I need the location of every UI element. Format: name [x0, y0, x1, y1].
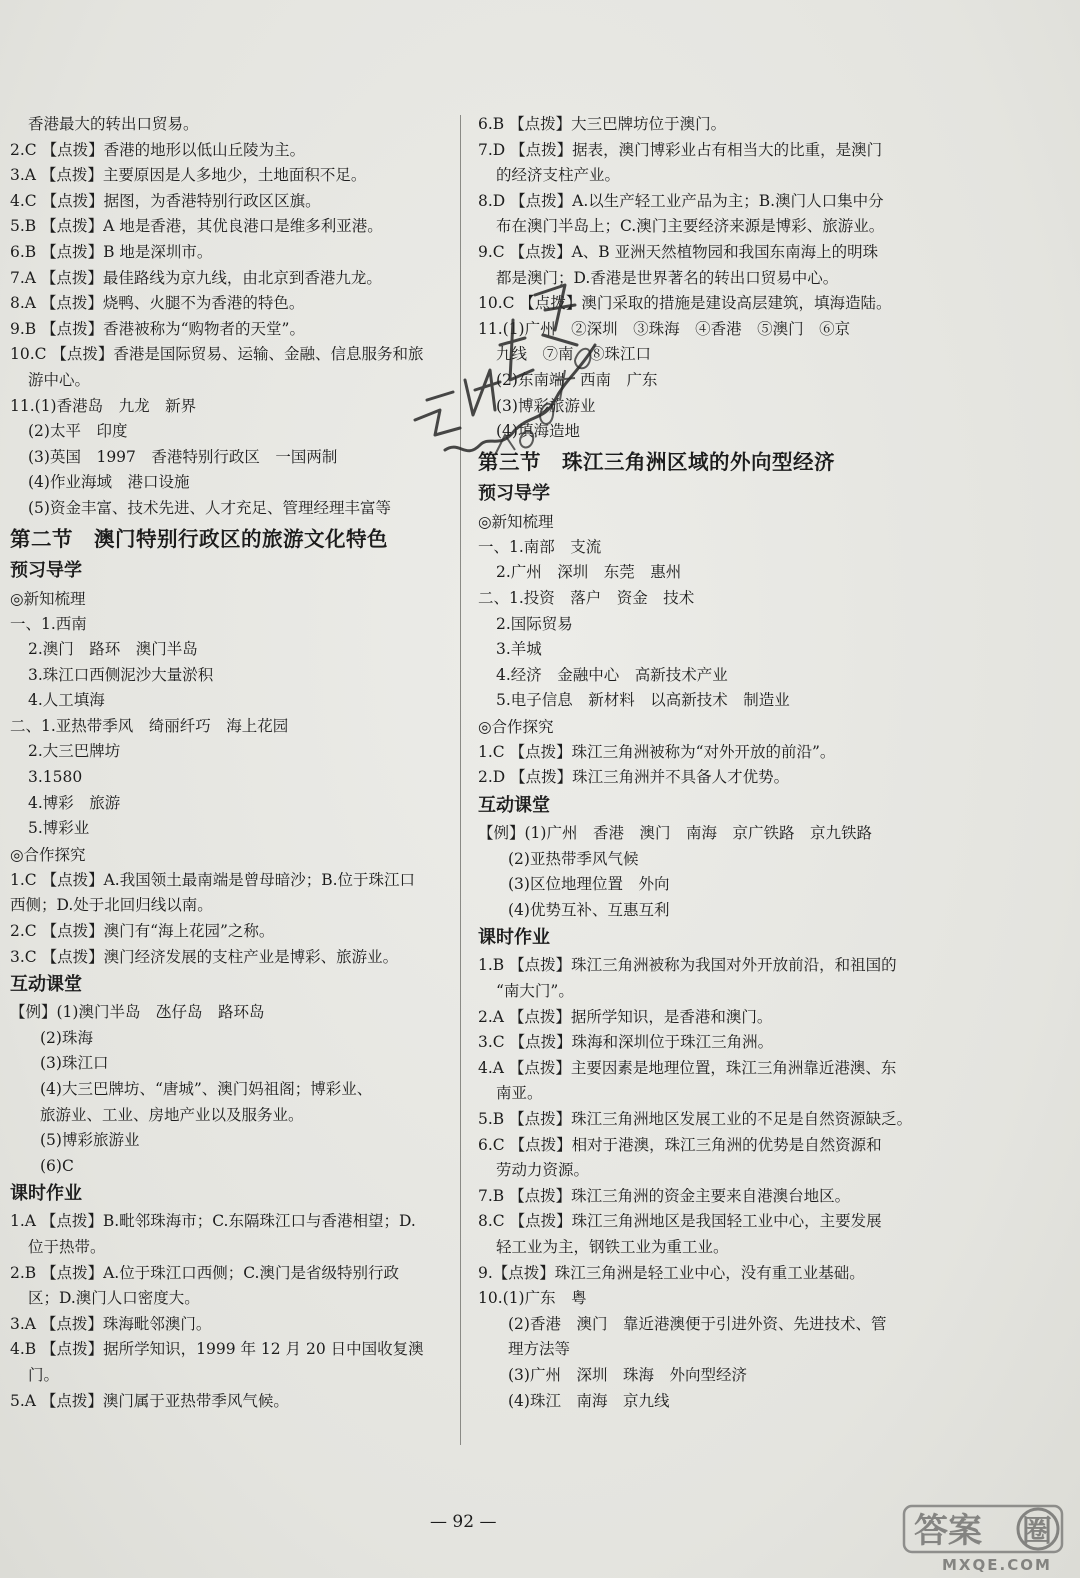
text-line: 【例】(1)澳门半岛 氹仔岛 路环岛: [10, 1003, 265, 1022]
text-line: (3)博彩旅游业: [496, 396, 596, 415]
text-line: 3.C 【点拨】澳门经济发展的支柱产业是博彩、旅游业。: [10, 947, 399, 966]
text-line: 西侧；D.处于北回归线以南。: [10, 896, 213, 915]
text-line: 2.C 【点拨】香港的地形以低山丘陵为主。: [10, 140, 306, 159]
left-column: [10, 112, 450, 1414]
text-line: 的经济支柱产业。: [496, 166, 621, 185]
section-heading: 第三节 珠江三角洲区域的外向型经济: [478, 449, 835, 474]
text-line: 3.羊城: [496, 640, 542, 659]
text-line: (2)珠海: [40, 1028, 93, 1047]
text-line: 一、1.南部 支流: [478, 537, 602, 556]
text-line: 3.A 【点拨】珠海毗邻澳门。: [10, 1314, 212, 1333]
section-heading: 课时作业: [10, 1183, 82, 1205]
text-line: (4)作业海域 港口设施: [28, 473, 190, 492]
text-line: (3)广州 深圳 珠海 外向型经济: [508, 1365, 747, 1384]
text-line: 4.A 【点拨】主要因素是地理位置，珠江三角洲靠近港澳、东: [478, 1058, 897, 1077]
text-line: 6.C 【点拨】相对于港澳，珠江三角洲的优势是自然资源和: [478, 1135, 882, 1154]
answer-logo: [900, 1500, 1075, 1575]
text-line: 4.C 【点拨】据图，为香港特别行政区区旗。: [10, 191, 321, 210]
text-line: 2.澳门 路环 澳门半岛: [28, 640, 198, 659]
text-line: 4.博彩 旅游: [28, 793, 121, 812]
text-line: (4)优势互补、互惠互利: [508, 900, 670, 919]
text-line: (3)珠江口: [40, 1054, 109, 1073]
text-line: 2.广州 深圳 东莞 惠州: [496, 563, 682, 582]
section-heading: 预习导学: [10, 559, 82, 581]
svg-text:MXQE.COM: MXQE.COM: [942, 1556, 1052, 1574]
text-line: (2)亚热带季风气候: [508, 849, 639, 868]
text-line: (2)东南端 西南 广东: [496, 370, 658, 389]
text-line: 旅游业、工业、房地产业以及服务业。: [40, 1105, 304, 1124]
text-line: 位于热带。: [28, 1237, 106, 1256]
text-line: 一、1.西南: [10, 614, 87, 633]
text-line: 7.D 【点拨】据表，澳门博彩业占有相当大的比重，是澳门: [478, 140, 883, 159]
section-heading: 互动课堂: [478, 795, 550, 817]
text-line: 3.A 【点拨】主要原因是人多地少，土地面积不足。: [10, 166, 367, 185]
text-line: 【例】(1)广州 香港 澳门 南海 京广铁路 京九铁路: [478, 824, 872, 843]
section-heading: 互动课堂: [10, 974, 82, 996]
text-line: 7.B 【点拨】珠江三角洲的资金主要来自港澳台地区。: [478, 1186, 851, 1205]
text-line: 南亚。: [496, 1084, 543, 1103]
text-line: 2.C 【点拨】澳门有“海上花园”之称。: [10, 922, 275, 941]
text-line: 3.C 【点拨】珠海和深圳位于珠江三角洲。: [478, 1033, 774, 1052]
text-line: 11.(1)广州 ②深圳 ③珠海 ④香港 ⑤澳门 ⑥京: [478, 319, 851, 338]
text-line: (4)填海造地: [496, 422, 580, 441]
text-line: 布在澳门半岛上；C.澳门主要经济来源是博彩、旅游业。: [496, 217, 885, 236]
text-line: 游中心。: [28, 370, 91, 389]
text-line: 2.D 【点拨】珠江三角洲并不具备人才优势。: [478, 768, 790, 787]
text-line: 5.B 【点拨】A 地是香港，其优良港口是维多利亚港。: [10, 217, 383, 236]
text-line: 二、1.投资 落户 资金 技术: [478, 588, 695, 607]
page-number: — 92 —: [430, 1512, 497, 1532]
right-column: [478, 112, 928, 1414]
section-heading: 预习导学: [478, 482, 550, 504]
text-line: 4.人工填海: [28, 691, 105, 710]
text-line: 5.B 【点拨】珠江三角洲地区发展工业的不足是自然资源缺乏。: [478, 1110, 913, 1128]
text-line: (5)资金丰富、技术先进、人才充足、管理经理丰富等: [28, 498, 391, 517]
svg-text:答案: 答案: [914, 1511, 982, 1551]
text-line: 5.A 【点拨】澳门属于亚热带季风气候。: [10, 1391, 289, 1410]
text-line: (4)珠江 南海 京九线: [508, 1391, 670, 1410]
text-line: 10.(1)广东 粤: [478, 1289, 587, 1308]
text-line: 9.C 【点拨】A、B 亚洲天然植物园和我国东南海上的明珠: [478, 242, 879, 261]
text-line: 2.B 【点拨】A.位于珠江口西侧；C.澳门是省级特别行政: [10, 1263, 399, 1282]
text-line: (2)香港 澳门 靠近港澳便于引进外资、先进技术、管: [508, 1314, 887, 1333]
text-line: 3.1580: [28, 768, 83, 787]
text-line: 二、1.亚热带季风 绮丽纤巧 海上花园: [10, 716, 289, 735]
section-heading: 第二节 澳门特别行政区的旅游文化特色: [10, 526, 388, 551]
text-line: 10.C 【点拨】香港是国际贸易、运输、金融、信息服务和旅: [10, 345, 424, 364]
text-line: 9.B 【点拨】香港被称为“购物者的天堂”。: [10, 319, 305, 338]
section-heading: ◎新知梳理: [478, 512, 554, 531]
text-line: 3.珠江口西侧泥沙大量淤积: [28, 665, 214, 684]
text-line: 都是澳门；D.香港是世界著名的转出口贸易中心。: [496, 268, 839, 287]
text-line: 5.博彩业: [28, 819, 90, 838]
text-line: 1.C 【点拨】A.我国领土最南端是曾母暗沙；B.位于珠江口: [10, 870, 416, 889]
text-line: 理方法等: [508, 1340, 571, 1359]
text-line: (3)英国 1997 香港特别行政区 一国两制: [28, 447, 338, 466]
column-divider: [460, 115, 461, 1445]
text-line: 8.A 【点拨】烧鸭、火腿不为香港的特色。: [10, 294, 305, 313]
text-line: 5.电子信息 新材料 以高新技术 制造业: [496, 691, 790, 710]
text-line: (4)大三巴牌坊、“唐城”、澳门妈祖阁；博彩业、: [40, 1080, 373, 1098]
text-line: “南大门”。: [496, 982, 574, 1001]
text-line: 7.A 【点拨】最佳路线为京九线，由北京到香港九龙。: [10, 268, 382, 287]
section-heading: ◎合作探究: [10, 845, 86, 864]
text-line: 1.C 【点拨】珠江三角洲被称为“对外开放的前沿”。: [478, 742, 836, 761]
text-line: (2)太平 印度: [28, 422, 128, 441]
text-line: 2.国际贸易: [496, 614, 573, 633]
text-line: (5)博彩旅游业: [40, 1131, 140, 1150]
text-line: 11.(1)香港岛 九龙 新界: [10, 396, 197, 415]
text-line: 1.A 【点拨】B.毗邻珠海市；C.东隔珠江口与香港相望；D.: [10, 1212, 416, 1231]
section-heading: ◎新知梳理: [10, 589, 86, 608]
text-line: 8.D 【点拨】A.以生产轻工业产品为主；B.澳门人口集中分: [478, 191, 884, 210]
text-line: 4.经济 金融中心 高新技术产业: [496, 665, 728, 684]
text-line: 9.【点拨】珠江三角洲是轻工业中心，没有重工业基础。: [478, 1263, 865, 1282]
text-line: 6.B 【点拨】大三巴牌坊位于澳门。: [478, 115, 727, 133]
text-line: 1.B 【点拨】珠江三角洲被称为我国对外开放前沿，和祖国的: [478, 956, 897, 975]
text-line: (6)C: [40, 1156, 74, 1175]
text-line: 劳动力资源。: [496, 1161, 590, 1180]
text-line: 香港最大的转出口贸易。: [28, 115, 199, 133]
text-line: 九线 ⑦南 ⑧珠江口: [496, 345, 652, 364]
text-line: (3)区位地理位置 外向: [508, 875, 670, 894]
text-line: 2.大三巴牌坊: [28, 742, 121, 761]
text-line: 10.C 【点拨】澳门采取的措施是建设高层建筑，填海造陆。: [478, 294, 892, 313]
section-heading: ◎合作探究: [478, 717, 554, 736]
text-line: 4.B 【点拨】据所学知识，1999 年 12 月 20 日中国收复澳: [10, 1340, 424, 1359]
text-line: 8.C 【点拨】珠江三角洲地区是我国轻工业中心，主要发展: [478, 1212, 882, 1231]
section-heading: 课时作业: [478, 927, 550, 949]
text-line: 门。: [28, 1365, 60, 1384]
svg-text:圈: 圈: [1022, 1514, 1052, 1549]
text-line: 区；D.澳门人口密度大。: [28, 1289, 200, 1308]
text-line: 2.A 【点拨】据所学知识，是香港和澳门。: [478, 1007, 773, 1026]
text-line: 轻工业为主，钢铁工业为重工业。: [496, 1237, 729, 1256]
text-line: 6.B 【点拨】B 地是深圳市。: [10, 242, 213, 261]
